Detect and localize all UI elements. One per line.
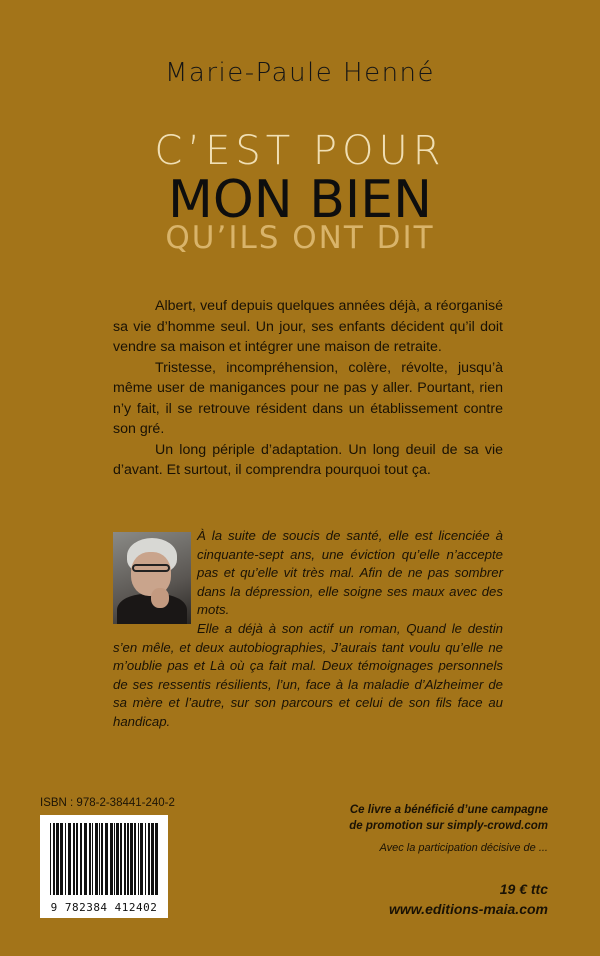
barcode-bar (76, 823, 78, 895)
campaign-line-2: de promotion sur simply-crowd.com (349, 820, 548, 832)
synopsis-paragraph: Tristesse, incompréhension, colère, révolte, jusqu’à même user de manigances pour ne pas y aller. Pourtant, rien n’y fait, il se retrouve résident dans un établissement contre son gré. (113, 359, 503, 437)
barcode-bar (134, 823, 136, 895)
title-line-2: MON BIEN (168, 170, 432, 230)
isbn: ISBN : 978-2-38441-240-2 (40, 797, 175, 809)
barcode-bar (101, 823, 103, 895)
title-line-1: C’EST POUR (154, 128, 446, 174)
barcode-bar (148, 823, 150, 895)
barcode-bar (110, 823, 113, 895)
barcode-bar (120, 823, 122, 895)
barcode-bar (130, 823, 133, 895)
barcode-bar (56, 823, 59, 895)
barcode-bar (95, 823, 98, 895)
barcode-bar (99, 823, 100, 895)
author-bio (113, 527, 503, 732)
barcode-bars (48, 823, 160, 895)
barcode (40, 815, 168, 918)
barcode-bar (68, 823, 71, 895)
barcode-bar (80, 823, 82, 895)
barcode-number: 9 782384 412402 (50, 901, 158, 914)
bio-paragraph: À la suite de soucis de santé, elle est licenciée à cinquante-sept ans, une éviction qu’elle n’accepte pas et qu’elle vit très mal. Afin de ne pas sombrer dans la dépression, elle soigne ses maux avec des mots. (197, 528, 503, 618)
synopsis-paragraph: Un long périple d’adaptation. Un long deuil de sa vie d’avant. Et surtout, il comprendra pourquoi tout ça. (113, 441, 503, 478)
author-name: Marie-Paule Henné (164, 58, 436, 88)
title-line-3: QU’ILS ONT DIT (165, 220, 435, 256)
barcode-bar (138, 823, 139, 895)
price: 19 € ttc (499, 881, 548, 897)
barcode-bar (124, 823, 126, 895)
barcode-bar (60, 823, 63, 895)
barcode-bar (114, 823, 115, 895)
synopsis-paragraph: Albert, veuf depuis quelques années déjà, a réorganisé sa vie d’homme seul. Un jour, ses enfants décident qu’il doit vendre sa maison et intégrer une maison de retraite. (113, 298, 503, 355)
barcode-bar (84, 823, 87, 895)
bio-paragraph: Elle a déjà à son actif un roman, Quand le destin s’en mêle, et deux autobiographies, J’aurais tant voulu qu’elle ne m’oublie pas et Là où ça fait mal. Deux témoignages personnels de ses ressentis résilients, l’un, face à la maladie d’Alzheimer de sa mère et l’autre, sur son parcours et celui de son fils face au handicap. (113, 620, 503, 729)
campaign-line-1: Ce livre a bénéficié d’une campagne (349, 804, 548, 816)
barcode-bar (53, 823, 55, 895)
barcode-bar (116, 823, 119, 895)
barcode-bar (73, 823, 75, 895)
barcode-bar (105, 823, 108, 895)
barcode-bar (145, 823, 146, 895)
campaign-note (328, 802, 548, 834)
barcode-bar (155, 823, 158, 895)
barcode-bar (65, 823, 66, 895)
barcode-bar (50, 823, 51, 895)
participation-note: Avec la participation décisive de ... (379, 842, 548, 854)
barcode-bar (140, 823, 143, 895)
barcode-bar (89, 823, 91, 895)
synopsis (113, 296, 503, 481)
barcode-bar (151, 823, 154, 895)
barcode-bar (92, 823, 93, 895)
barcode-bar (127, 823, 129, 895)
publisher-website: www.editions-maia.com (389, 901, 548, 917)
